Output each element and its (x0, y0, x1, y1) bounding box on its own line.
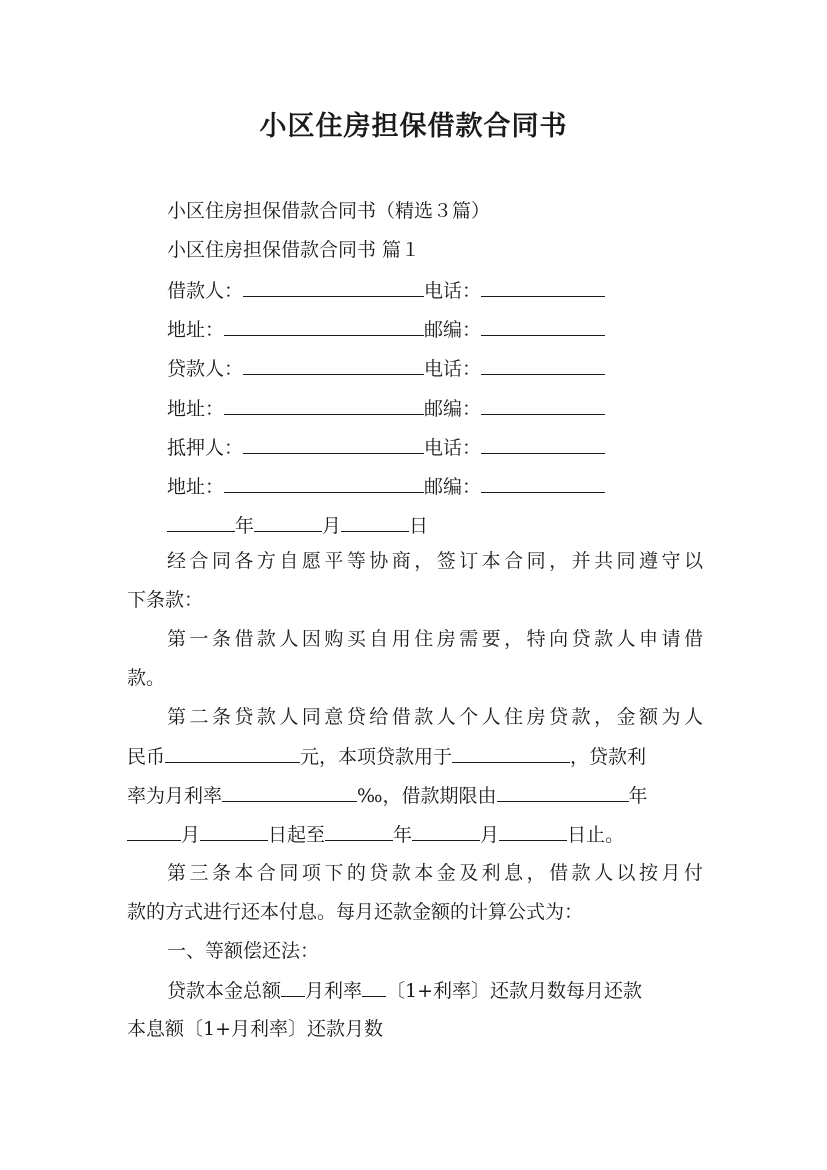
field-row-borrower-address (167, 317, 703, 342)
article1-line-2: 款。 (127, 667, 166, 689)
text-segment: 日止。 (567, 824, 625, 846)
article2-line-3 (127, 783, 703, 808)
blank-line (281, 978, 305, 997)
field-label: 地址： (167, 398, 225, 420)
text-segment: 〔1+利率〕还款月数每月还款 (386, 980, 643, 1002)
article2-line-4 (127, 822, 703, 847)
blank-line (362, 978, 386, 997)
text-segment: 民币 (127, 746, 166, 768)
field-label: 邮编： (424, 319, 482, 341)
blank-line (243, 356, 424, 375)
field-label: 抵押人： (167, 437, 244, 459)
field-row-mortgagor (167, 435, 703, 460)
blank-line (341, 513, 409, 532)
blank-line (224, 474, 424, 493)
text-segment: 月 (181, 824, 201, 846)
intro-line-2: 下条款： (127, 589, 204, 611)
part-heading: 小区住房担保借款合同书 篇１ (167, 239, 421, 261)
document-title: 小区住房担保借款合同书 (259, 111, 568, 142)
field-label: 贷款人： (167, 358, 244, 380)
method1-heading: 一、等额偿还法： (167, 940, 320, 962)
field-label: 地址： (167, 476, 225, 498)
text-segment: 元，本项贷款用于 (300, 746, 453, 768)
field-row-mortgagor-address (167, 474, 703, 499)
field-label: 借款人： (167, 280, 244, 302)
blank-line (481, 474, 605, 493)
blank-line (481, 278, 605, 297)
article3-line-2: 款的方式进行还本付息。每月还款金额的计算公式为： (127, 901, 584, 923)
blank-line (325, 822, 393, 841)
field-label: 邮编： (424, 398, 482, 420)
text-segment: 年 (628, 785, 648, 807)
month-label: 月 (322, 515, 342, 537)
blank-line (412, 822, 480, 841)
text-segment: 率为月利率 (127, 785, 223, 807)
text-segment: 年 (393, 824, 413, 846)
field-label: 电话： (424, 280, 482, 302)
blank-line (224, 396, 424, 415)
field-label: 邮编： (424, 476, 482, 498)
text-segment: 月利率 (305, 980, 363, 1002)
text-segment: ，贷款利 (570, 746, 647, 768)
blank-line (481, 435, 605, 454)
blank-line (243, 278, 424, 297)
field-label: 电话： (424, 437, 482, 459)
blank-line (243, 435, 424, 454)
article2-line-1: 第二条贷款人同意贷给借款人个人住房贷款，金额为人 (167, 706, 703, 728)
text-segment: 月 (480, 824, 500, 846)
blank-line (497, 783, 629, 802)
method1-formula-line-2: 本息额〔1+月利率〕还款月数 (127, 1018, 384, 1040)
blank-line (167, 513, 235, 532)
text-segment: 日起至 (268, 824, 326, 846)
blank-line (452, 744, 570, 763)
blank-line (481, 396, 605, 415)
blank-line (224, 317, 424, 336)
date-line (167, 513, 703, 538)
article3-line-1: 第三条本合同项下的贷款本金及利息，借款人以按月付 (167, 862, 703, 884)
article2-line-2 (127, 744, 703, 769)
day-label: 日 (409, 515, 429, 537)
article1-line-1: 第一条借款人因购买自用住房需要，特向贷款人申请借 (167, 628, 703, 650)
blank-line (127, 822, 181, 841)
method1-formula-line-1 (167, 978, 703, 1003)
field-row-lender-address (167, 396, 703, 421)
blank-line (165, 744, 300, 763)
intro-line-1: 经合同各方自愿平等协商，签订本合同，并共同遵守以 (167, 550, 703, 572)
blank-line (254, 513, 322, 532)
document-subtitle: 小区住房担保借款合同书（精选３篇） (167, 200, 491, 222)
year-label: 年 (235, 515, 255, 537)
field-row-lender (167, 356, 703, 381)
blank-line (499, 822, 567, 841)
field-row-borrower (167, 278, 703, 303)
text-segment: 贷款本金总额 (167, 980, 282, 1002)
blank-line (481, 317, 605, 336)
blank-line (222, 783, 357, 802)
blank-line (481, 356, 605, 375)
text-segment: ‰，借款期限由 (357, 785, 497, 807)
blank-line (200, 822, 268, 841)
field-label: 电话： (424, 358, 482, 380)
field-label: 地址： (167, 319, 225, 341)
